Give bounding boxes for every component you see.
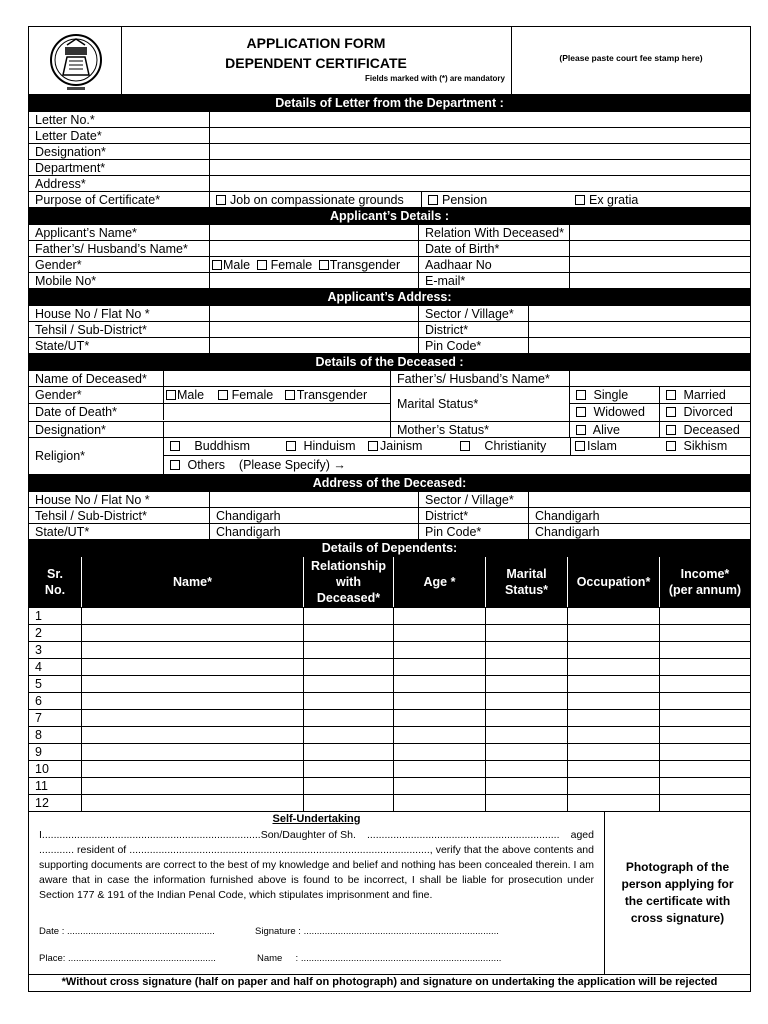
section-deceased-heading: Details of the Deceased : — [29, 354, 750, 371]
purpose-label: Purpose of Certificate* — [35, 193, 161, 207]
deceased-gender-options — [163, 387, 390, 403]
sr-no-cell: 1 — [35, 609, 42, 623]
option-married[interactable] — [659, 387, 750, 404]
age-cell[interactable] — [393, 642, 485, 658]
state-value[interactable]: Chandigarh — [209, 524, 418, 539]
relationship-cell[interactable] — [303, 608, 393, 624]
sr-no-cell: 8 — [35, 728, 42, 742]
address-label: Address* — [35, 177, 86, 191]
occupation-cell[interactable] — [567, 693, 659, 709]
marital-cell[interactable] — [485, 795, 567, 811]
age-cell[interactable] — [393, 795, 485, 811]
deceased-tehsil-row — [29, 508, 750, 524]
option-label: Others — [187, 458, 225, 472]
father-name-label: Father’s/ Husband’s Name* — [35, 242, 188, 256]
undertaking-body: ............ resident of ......................................................................................................., verify that the above contents and supporting documents are correct to the best of my knowledge and belief and nothing has been concealed therein. I am aware that in case the information furnished above is found to be incorrect, I shall be liable for prosecution under Section 177 & 191 of the Indian Penal Code, which stipulates imprisonment and fine. — [39, 844, 594, 901]
income-cell[interactable] — [659, 710, 750, 726]
option-label: Ex gratia — [589, 193, 639, 207]
sr-no-cell: 5 — [35, 677, 42, 691]
checkbox[interactable] — [170, 441, 180, 451]
col-income — [659, 557, 750, 607]
col-marital-line2: Status* — [504, 583, 549, 597]
option-label: Married — [683, 388, 726, 402]
place-line[interactable]: Place: ........................................................ — [39, 953, 216, 964]
option-others[interactable] — [164, 456, 750, 474]
deceased-house-row — [29, 492, 750, 508]
relationship-cell[interactable] — [303, 710, 393, 726]
option-label: Alive — [592, 423, 620, 437]
rejection-note: *Without cross signature (half on paper and half on photograph) and signature on undertaking the application will be rejected — [61, 976, 718, 988]
relationship-cell[interactable] — [303, 778, 393, 794]
age-cell[interactable] — [393, 744, 485, 760]
mobile-label: Mobile No* — [35, 274, 97, 288]
department-label: Department* — [35, 161, 106, 175]
col-sr-line2: No. — [44, 583, 66, 597]
option-christianity[interactable] — [454, 438, 570, 455]
occupation-cell[interactable] — [567, 676, 659, 692]
marital-status-label: Marital Status* — [390, 387, 569, 421]
name-cell[interactable] — [81, 625, 303, 641]
applicant-name-label: Applicant’s Name* — [35, 226, 137, 240]
deceased-name-label: Name of Deceased* — [35, 372, 147, 386]
col-income-line2: (per annum) — [668, 583, 742, 597]
checkbox[interactable] — [576, 407, 586, 417]
applicant-tehsil-row — [29, 322, 750, 338]
aadhaar-field[interactable] — [569, 257, 750, 272]
gender-options — [209, 257, 418, 272]
mobile-field[interactable] — [209, 273, 418, 288]
checkbox-female[interactable] — [218, 390, 228, 400]
col-rel-line2: with — [335, 575, 361, 589]
occupation-cell[interactable] — [567, 625, 659, 641]
checkbox[interactable] — [576, 390, 586, 400]
option-widowed[interactable] — [569, 404, 659, 421]
relationship-cell[interactable] — [303, 676, 393, 692]
tehsil-label: Tehsil / Sub-District* — [35, 323, 147, 337]
checkbox[interactable] — [428, 195, 438, 205]
marital-cell[interactable] — [485, 608, 567, 624]
option-label: Sikhism — [683, 439, 728, 453]
sr-no-cell: 9 — [35, 745, 42, 759]
income-cell[interactable] — [659, 727, 750, 743]
applicant-father-row — [29, 241, 750, 257]
relationship-cell[interactable] — [303, 693, 393, 709]
district-label: District* — [418, 508, 528, 523]
col-income-line1: Income* — [680, 567, 730, 581]
option-single[interactable] — [569, 387, 659, 404]
option-hinduism[interactable] — [280, 438, 366, 455]
option-buddhism[interactable] — [164, 438, 280, 455]
option-label: Widowed — [593, 405, 645, 419]
district-field[interactable] — [528, 322, 750, 337]
option-label: Islam — [587, 439, 617, 453]
state-field[interactable] — [209, 338, 418, 353]
relationship-cell[interactable] — [303, 795, 393, 811]
deceased-designation-label: Designation* — [35, 423, 106, 437]
dependents-table-header — [29, 557, 750, 608]
sector-label: Sector / Village* — [418, 306, 528, 321]
option-label: Deceased — [683, 423, 740, 437]
letter-date-row — [29, 128, 750, 144]
form-subtitle: DEPENDENT CERTIFICATE — [225, 55, 407, 71]
option-pension[interactable] — [421, 192, 569, 207]
occupation-cell[interactable] — [567, 659, 659, 675]
letter-no-label: Letter No.* — [35, 113, 95, 127]
sr-no-cell: 11 — [35, 779, 48, 793]
dependent-row — [29, 608, 750, 625]
applicant-name-field[interactable] — [209, 225, 418, 240]
col-occupation: Occupation* — [567, 557, 659, 607]
dob-field[interactable] — [569, 241, 750, 256]
dob-label: Date of Birth* — [418, 241, 569, 256]
applicant-state-row — [29, 338, 750, 354]
house-field[interactable] — [209, 306, 418, 321]
income-cell[interactable] — [659, 693, 750, 709]
income-cell[interactable] — [659, 744, 750, 760]
relationship-cell[interactable] — [303, 744, 393, 760]
name-cell[interactable] — [81, 795, 303, 811]
pin-label: Pin Code* — [418, 524, 528, 539]
name-cell[interactable] — [81, 693, 303, 709]
aadhaar-label: Aadhaar No — [418, 257, 569, 272]
undertaking-photo-block — [29, 812, 750, 975]
name-cell[interactable] — [81, 608, 303, 624]
letter-no-row — [29, 112, 750, 128]
dependent-row — [29, 693, 750, 710]
checkbox[interactable] — [666, 390, 676, 400]
income-cell[interactable] — [659, 608, 750, 624]
deceased-gender-label: Gender* — [35, 388, 82, 402]
photo-note: Photograph of the person applying for the certificate with cross signature) — [621, 860, 734, 925]
title-block — [121, 27, 511, 94]
self-undertaking — [29, 812, 604, 974]
dependent-row — [29, 676, 750, 693]
checkbox-male[interactable] — [166, 390, 176, 400]
deceased-dod-row — [29, 404, 390, 420]
mandatory-note: Fields marked with (*) are mandatory — [364, 74, 505, 83]
specify-label: (Please Specify) → — [238, 458, 346, 472]
deceased-father-label: Father’s/ Husband’s Name* — [390, 371, 569, 386]
designation-row — [29, 144, 750, 160]
undertaking-line1-b: .................................................................. — [366, 829, 560, 841]
department-row — [29, 160, 750, 176]
state-label: State/UT* — [35, 525, 90, 539]
gender-label: Gender* — [35, 258, 82, 272]
applicant-house-row — [29, 306, 750, 322]
marital-cell[interactable] — [485, 761, 567, 777]
dependent-row — [29, 710, 750, 727]
option-label: Christianity — [484, 439, 547, 453]
occupation-cell[interactable] — [567, 710, 659, 726]
checkbox-transgender[interactable] — [319, 260, 329, 270]
deceased-designation-row — [29, 422, 750, 438]
age-cell[interactable] — [393, 659, 485, 675]
pin-field[interactable] — [528, 338, 750, 353]
option-sikhism[interactable] — [660, 438, 750, 455]
state-label: State/UT* — [35, 339, 90, 353]
option-label: Pension — [442, 193, 488, 207]
occupation-cell[interactable] — [567, 795, 659, 811]
option-deceased[interactable] — [659, 422, 750, 437]
date-line[interactable]: Date : ........................................................ — [39, 926, 215, 937]
occupation-cell[interactable] — [567, 744, 659, 760]
checkbox-female[interactable] — [257, 260, 267, 270]
tehsil-value[interactable]: Chandigarh — [209, 508, 418, 523]
income-cell[interactable] — [659, 625, 750, 641]
age-cell[interactable] — [393, 676, 485, 692]
age-cell[interactable] — [393, 710, 485, 726]
undertaking-line1-a: I...........................................................................Son/Daughter of Sh. — [39, 829, 356, 841]
name-cell[interactable] — [81, 676, 303, 692]
sector-field[interactable] — [528, 306, 750, 321]
dependent-row — [29, 778, 750, 795]
dependent-row — [29, 727, 750, 744]
income-cell[interactable] — [659, 642, 750, 658]
age-cell[interactable] — [393, 608, 485, 624]
col-rel-line1: Relationship — [310, 559, 386, 573]
dependent-row — [29, 625, 750, 642]
male-label: Male — [177, 388, 205, 402]
female-label: Female — [270, 258, 313, 272]
checkbox[interactable] — [216, 195, 226, 205]
form-header — [29, 27, 750, 95]
checkbox[interactable] — [576, 425, 586, 435]
checkbox[interactable] — [575, 195, 585, 205]
name-line[interactable]: Name : ............................................................................ — [257, 953, 502, 964]
option-job-compassionate[interactable] — [209, 192, 421, 207]
checkbox[interactable] — [666, 425, 676, 435]
option-label: Single — [593, 388, 629, 402]
undertaking-line-1 — [39, 828, 594, 843]
income-cell[interactable] — [659, 659, 750, 675]
sr-no-cell: 2 — [35, 626, 42, 640]
option-label: Jainism — [380, 439, 423, 453]
dod-field[interactable] — [163, 404, 390, 420]
section-applicant-heading: Applicant’s Details : — [29, 208, 750, 225]
applicant-name-row — [29, 225, 750, 241]
deceased-name-row — [29, 371, 750, 387]
deceased-gender-marital-block — [29, 387, 750, 422]
name-cell[interactable] — [81, 761, 303, 777]
relationship-cell[interactable] — [303, 659, 393, 675]
deceased-name-field[interactable] — [163, 371, 390, 386]
section-dependents-heading: Details of Dependents: — [29, 540, 750, 557]
age-cell[interactable] — [393, 625, 485, 641]
dependent-row — [29, 744, 750, 761]
option-label: Hinduism — [303, 439, 356, 453]
pin-value[interactable]: Chandigarh — [528, 524, 750, 539]
col-name: Name* — [81, 557, 303, 607]
option-ex-gratia[interactable] — [569, 192, 750, 207]
marital-cell[interactable] — [485, 693, 567, 709]
income-cell[interactable] — [659, 761, 750, 777]
marital-cell[interactable] — [485, 727, 567, 743]
relationship-cell[interactable] — [303, 625, 393, 641]
name-cell[interactable] — [81, 727, 303, 743]
marital-cell[interactable] — [485, 778, 567, 794]
court-fee-stamp-area — [511, 27, 750, 94]
department-field[interactable] — [209, 160, 750, 175]
undertaking-line1-c: aged — [570, 829, 594, 841]
relation-label: Relation With Deceased* — [418, 225, 569, 240]
relationship-cell[interactable] — [303, 642, 393, 658]
dependent-row — [29, 659, 750, 676]
district-value[interactable]: Chandigarh — [528, 508, 750, 523]
checkbox[interactable] — [575, 441, 585, 451]
section-applicant-address-heading: Applicant’s Address: — [29, 289, 750, 306]
checkbox-transgender[interactable] — [285, 390, 295, 400]
email-field[interactable] — [569, 273, 750, 288]
applicant-mobile-row — [29, 273, 750, 289]
marital-cell[interactable] — [485, 744, 567, 760]
checkbox[interactable] — [286, 441, 296, 451]
transgender-label: Transgender — [296, 388, 368, 402]
age-cell[interactable] — [393, 727, 485, 743]
letter-date-field[interactable] — [209, 128, 750, 143]
section-letter-heading: Details of Letter from the Department : — [29, 95, 750, 112]
transgender-label: Transgender — [329, 258, 401, 272]
name-cell[interactable] — [81, 710, 303, 726]
dependent-row — [29, 761, 750, 778]
checkbox-male[interactable] — [212, 260, 222, 270]
dod-label: Date of Death* — [35, 405, 117, 419]
applicant-gender-row — [29, 257, 750, 273]
option-label: Job on compassionate grounds — [230, 193, 404, 207]
occupation-cell[interactable] — [567, 608, 659, 624]
name-cell[interactable] — [81, 778, 303, 794]
age-cell[interactable] — [393, 778, 485, 794]
religion-block — [29, 438, 750, 475]
col-sr-line1: Sr. — [46, 567, 63, 581]
col-rel-line3: Deceased* — [316, 591, 381, 605]
religion-others-row — [163, 456, 750, 474]
age-cell[interactable] — [393, 761, 485, 777]
checkbox[interactable] — [666, 441, 676, 451]
form-title: APPLICATION FORM — [246, 35, 386, 51]
sector-label: Sector / Village* — [418, 492, 528, 507]
house-field[interactable] — [209, 492, 418, 507]
name-cell[interactable] — [81, 642, 303, 658]
deceased-state-row — [29, 524, 750, 540]
emblem-logo — [29, 27, 122, 94]
col-relationship — [303, 557, 393, 607]
pin-label: Pin Code* — [418, 338, 528, 353]
sr-no-cell: 10 — [35, 762, 49, 776]
marital-cell[interactable] — [485, 642, 567, 658]
district-label: District* — [418, 322, 528, 337]
signature-line[interactable]: Signature : .......................................................................... — [255, 926, 499, 937]
dependent-row — [29, 795, 750, 812]
occupation-cell[interactable] — [567, 761, 659, 777]
sector-field[interactable] — [528, 492, 750, 507]
stamp-note: (Please paste court fee stamp here) — [559, 53, 703, 63]
option-jainism[interactable] — [366, 438, 454, 455]
marital-cell[interactable] — [485, 659, 567, 675]
tehsil-label: Tehsil / Sub-District* — [35, 509, 147, 523]
dependent-row — [29, 642, 750, 659]
application-form — [28, 26, 751, 992]
sr-no-cell: 4 — [35, 660, 42, 674]
marital-cell[interactable] — [485, 625, 567, 641]
letter-date-label: Letter Date* — [35, 129, 102, 143]
religion-options-row — [163, 438, 750, 456]
checkbox[interactable] — [666, 407, 676, 417]
relation-field[interactable] — [569, 225, 750, 240]
letter-no-field[interactable] — [209, 112, 750, 127]
designation-field[interactable] — [209, 144, 750, 159]
income-cell[interactable] — [659, 676, 750, 692]
age-cell[interactable] — [393, 693, 485, 709]
religion-label: Religion* — [35, 449, 86, 463]
photograph-box[interactable] — [604, 812, 750, 974]
email-label: E-mail* — [418, 273, 569, 288]
option-divorced[interactable] — [659, 404, 750, 421]
occupation-cell[interactable] — [567, 727, 659, 743]
male-label: Male — [223, 258, 251, 272]
house-label: House No / Flat No * — [35, 493, 150, 507]
deceased-gender-row — [29, 387, 390, 404]
name-cell[interactable] — [81, 659, 303, 675]
option-label: Divorced — [683, 405, 733, 419]
col-sr-no — [29, 557, 81, 607]
option-alive[interactable] — [569, 422, 659, 437]
marital-cell[interactable] — [485, 676, 567, 692]
undertaking-heading: Self-Undertaking — [272, 813, 361, 825]
option-islam[interactable] — [570, 438, 660, 455]
name-cell[interactable] — [81, 744, 303, 760]
house-label: House No / Flat No * — [35, 307, 150, 321]
deceased-father-field[interactable] — [569, 371, 750, 386]
checkbox[interactable] — [170, 460, 180, 470]
marital-cell[interactable] — [485, 710, 567, 726]
purpose-row — [29, 192, 750, 208]
checkbox[interactable] — [368, 441, 378, 451]
col-age: Age * — [393, 557, 485, 607]
father-name-field[interactable] — [209, 241, 418, 256]
option-label: Buddhism — [194, 439, 251, 453]
mother-status-label: Mother’s Status* — [390, 422, 569, 437]
tehsil-field[interactable] — [209, 322, 418, 337]
sr-no-cell: 7 — [35, 711, 42, 725]
emblem-icon — [29, 27, 121, 94]
checkbox[interactable] — [460, 441, 470, 451]
relationship-cell[interactable] — [303, 727, 393, 743]
sr-no-cell: 6 — [35, 694, 42, 708]
income-cell[interactable] — [659, 795, 750, 811]
section-deceased-address-heading: Address of the Deceased: — [29, 475, 750, 492]
deceased-designation-field[interactable] — [163, 422, 390, 437]
designation-label: Designation* — [35, 145, 106, 159]
occupation-cell[interactable] — [567, 778, 659, 794]
address-field[interactable] — [209, 176, 750, 191]
income-cell[interactable] — [659, 778, 750, 794]
relationship-cell[interactable] — [303, 761, 393, 777]
female-label: Female — [231, 388, 274, 402]
occupation-cell[interactable] — [567, 642, 659, 658]
sr-no-cell: 3 — [35, 643, 42, 657]
dependents-rows — [29, 608, 750, 812]
col-marital-status — [485, 557, 567, 607]
address-row — [29, 176, 750, 192]
sr-no-cell: 12 — [35, 796, 49, 810]
col-marital-line1: Marital — [506, 567, 547, 581]
